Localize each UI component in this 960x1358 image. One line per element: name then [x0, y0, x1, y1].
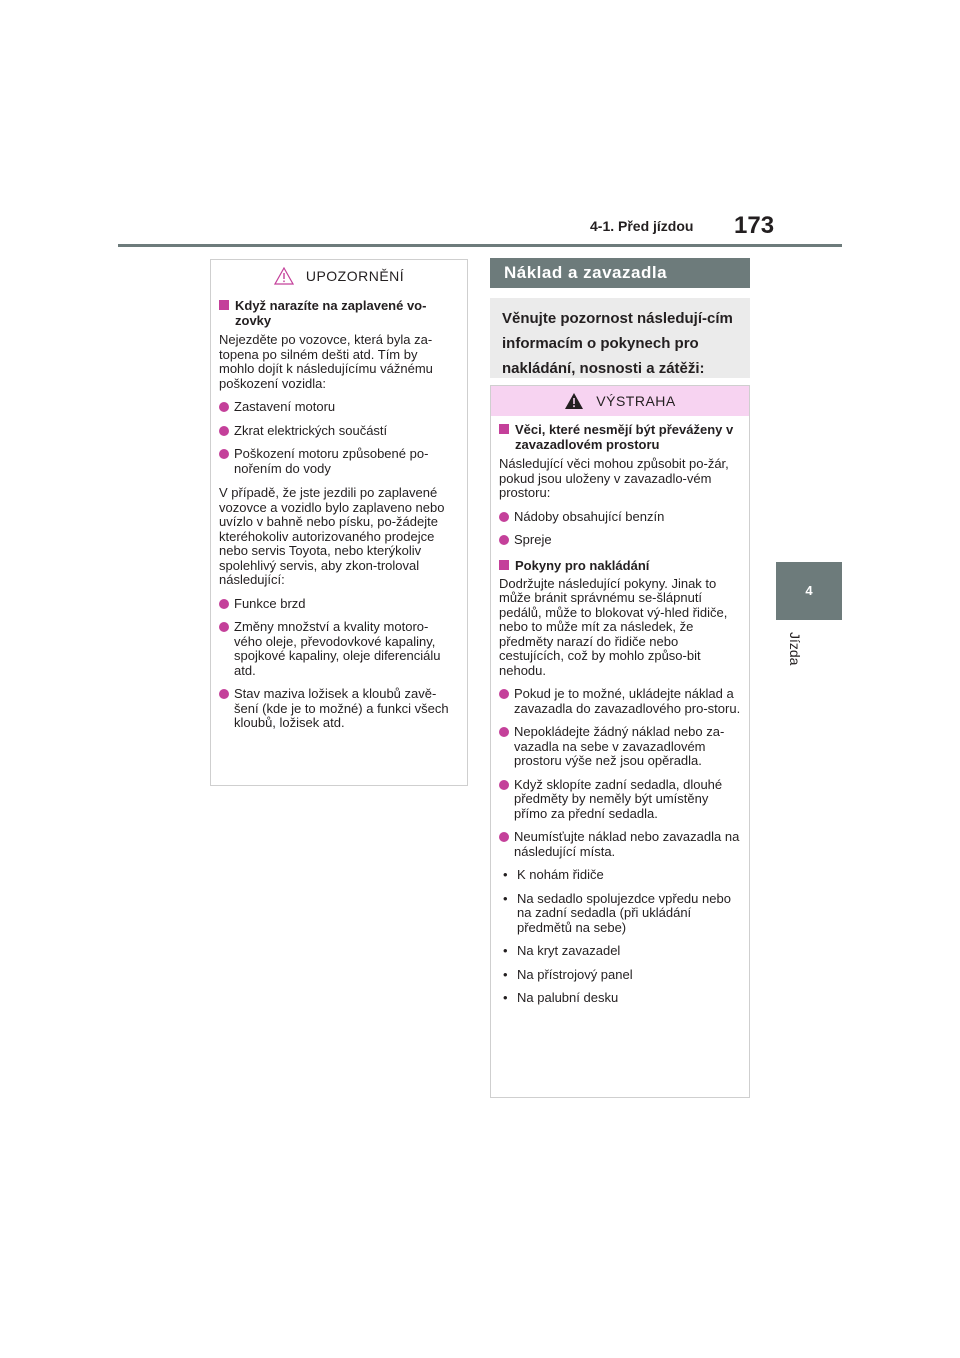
list-item	[219, 424, 455, 439]
list-item	[499, 510, 741, 525]
dash-list-item	[499, 944, 741, 959]
dash-bullet-icon: •	[503, 890, 508, 906]
list-item	[499, 687, 741, 716]
notice-list-2	[219, 597, 455, 731]
bullet-dot-icon	[499, 512, 509, 522]
notice-list-1	[219, 400, 455, 476]
dash-list-item	[499, 868, 741, 883]
warning-triangle-icon	[564, 392, 584, 410]
warning-list-2	[499, 687, 741, 859]
list-item-text: Neumísťujte náklad nebo zavazadla na následující místa.	[514, 829, 740, 859]
section-intro: Věnujte pozornost následují-cím informacím o pokynech pro nakládání, nosnosti a zátěži:	[490, 298, 750, 378]
notice-subheading	[219, 298, 455, 328]
dash-list-item-text: Na přístrojový panel	[517, 966, 633, 982]
list-item-text: Spreje	[514, 532, 552, 547]
header-divider	[118, 244, 842, 247]
caution-triangle-icon	[274, 267, 294, 285]
list-item-text: Stav maziva ložisek a kloubů zavě-šení (kde je to možné) a funkci všech kloubů, ložisek atd.	[234, 686, 449, 730]
section-title: 4-1. Před jízdou	[590, 218, 694, 234]
bullet-dot-icon	[219, 449, 229, 459]
list-item-text: Funkce brzd	[234, 595, 306, 611]
warning-subheading-2	[499, 558, 741, 573]
list-item	[219, 597, 455, 612]
warning-subheading-2-text: Pokyny pro nakládání	[515, 557, 650, 573]
dash-bullet-icon: •	[503, 966, 508, 982]
chapter-tab[interactable]: 4	[776, 562, 842, 620]
warning-box	[490, 385, 750, 1098]
notice-header	[211, 260, 467, 292]
list-item	[499, 725, 741, 769]
bullet-dot-icon	[499, 535, 509, 545]
dash-list-item	[499, 892, 741, 936]
list-item-text: Změny množství a kvality motoro-vého oleje, převodovkové kapaliny, spojkové kapaliny, oleje diferenciálu atd.	[234, 619, 441, 678]
warning-sub1-text: Následující věci mohou způsobit po-žár, pokud jsou uloženy v zavazadlo-vém prostoru:	[499, 456, 729, 500]
list-item-text: Nádoby obsahující benzín	[514, 508, 665, 524]
notice-box	[210, 259, 468, 786]
list-item	[499, 778, 741, 822]
bullet-dot-icon	[219, 689, 229, 699]
dash-list-item-text: Na sedadlo spolujezdce vpředu nebo na zadní sedadla (při ukládání předmětů na sebe)	[517, 890, 731, 935]
warning-title: VÝSTRAHA	[596, 393, 676, 409]
section-heading: Náklad a zavazadla	[490, 258, 750, 288]
bullet-dot-icon	[499, 780, 509, 790]
dash-list-item-text: Na kryt zavazadel	[517, 943, 621, 958]
square-bullet-icon	[499, 560, 509, 570]
list-item	[219, 447, 455, 476]
dash-bullet-icon: •	[503, 867, 508, 882]
warning-subheading-1	[499, 422, 741, 452]
dash-bullet-icon: •	[503, 990, 508, 1005]
list-item-text: Pokud je to možné, ukládejte náklad a zavazadla do zavazadlového pro-storu.	[514, 686, 741, 716]
list-item	[219, 687, 455, 731]
square-bullet-icon	[499, 424, 509, 434]
list-item	[219, 400, 455, 415]
notice-intro: Nejezděte po vozovce, která byla za-topena po silném dešti atd. Tím by mohlo dojít k následujícímu vážnému poškození vozidla:	[219, 332, 433, 391]
list-item-text: Zkrat elektrických součástí	[234, 422, 388, 438]
warning-list-1	[499, 510, 741, 548]
notice-title: UPOZORNĚNÍ	[305, 268, 405, 284]
list-item	[219, 620, 455, 678]
list-item	[499, 830, 741, 859]
bullet-dot-icon	[219, 599, 229, 609]
warning-subheading-1-text: Věci, které nesmějí být převáženy v zavazadlovém prostoru	[515, 422, 734, 452]
bullet-dot-icon	[219, 426, 229, 436]
list-item-text: Nepokládejte žádný náklad nebo za-vazadla na sebe v zavazadlovém prostoru výše než jsou opěradla.	[514, 724, 725, 768]
chapter-label: Jízda	[787, 632, 803, 666]
dash-list-item-text: K nohám řidiče	[517, 867, 604, 882]
warning-dash-list	[499, 868, 741, 1006]
list-item	[499, 533, 741, 548]
bullet-dot-icon	[499, 727, 509, 737]
dash-list-item-text: Na palubní desku	[517, 990, 619, 1005]
warning-header	[491, 386, 749, 416]
bullet-dot-icon	[219, 402, 229, 412]
list-item-text: Zastavení motoru	[234, 399, 336, 414]
list-item-text: Poškození motoru způsobené po-nořením do vody	[234, 446, 429, 476]
dash-bullet-icon: •	[503, 943, 508, 958]
notice-subheading-text: Když narazíte na zaplavené vo-zovky	[235, 298, 427, 328]
list-item-text: Když sklopíte zadní sedadla, dlouhé předměty by neměly být umístěny přímo za přední sedadla.	[514, 776, 723, 821]
bullet-dot-icon	[499, 689, 509, 699]
square-bullet-icon	[219, 300, 229, 310]
bullet-dot-icon	[499, 832, 509, 842]
dash-list-item	[499, 968, 741, 983]
dash-list-item	[499, 991, 741, 1006]
bullet-dot-icon	[219, 622, 229, 632]
page-number: 173	[734, 212, 775, 239]
notice-middle: V případě, že jste jezdili po zaplavené vozovce a vozidlo bylo zaplaveno nebo uvízlo v bahně nebo písku, po-žádejte kteréhokoliv autorizovaného prodejce nebo servis Toyota, nebo kterýkoliv spolehlivý servis, aby zkon-troloval následující:	[219, 485, 445, 587]
warning-sub2-text: Dodržujte následující pokyny. Jinak to může bránit správnému se-šlápnutí pedálů, může to blokovat vý-hled řidiče, nebo to může mít za následek, že předměty narazí do řidiče nebo cestujících, což by mohlo způso-bit nehodu.	[499, 575, 728, 678]
